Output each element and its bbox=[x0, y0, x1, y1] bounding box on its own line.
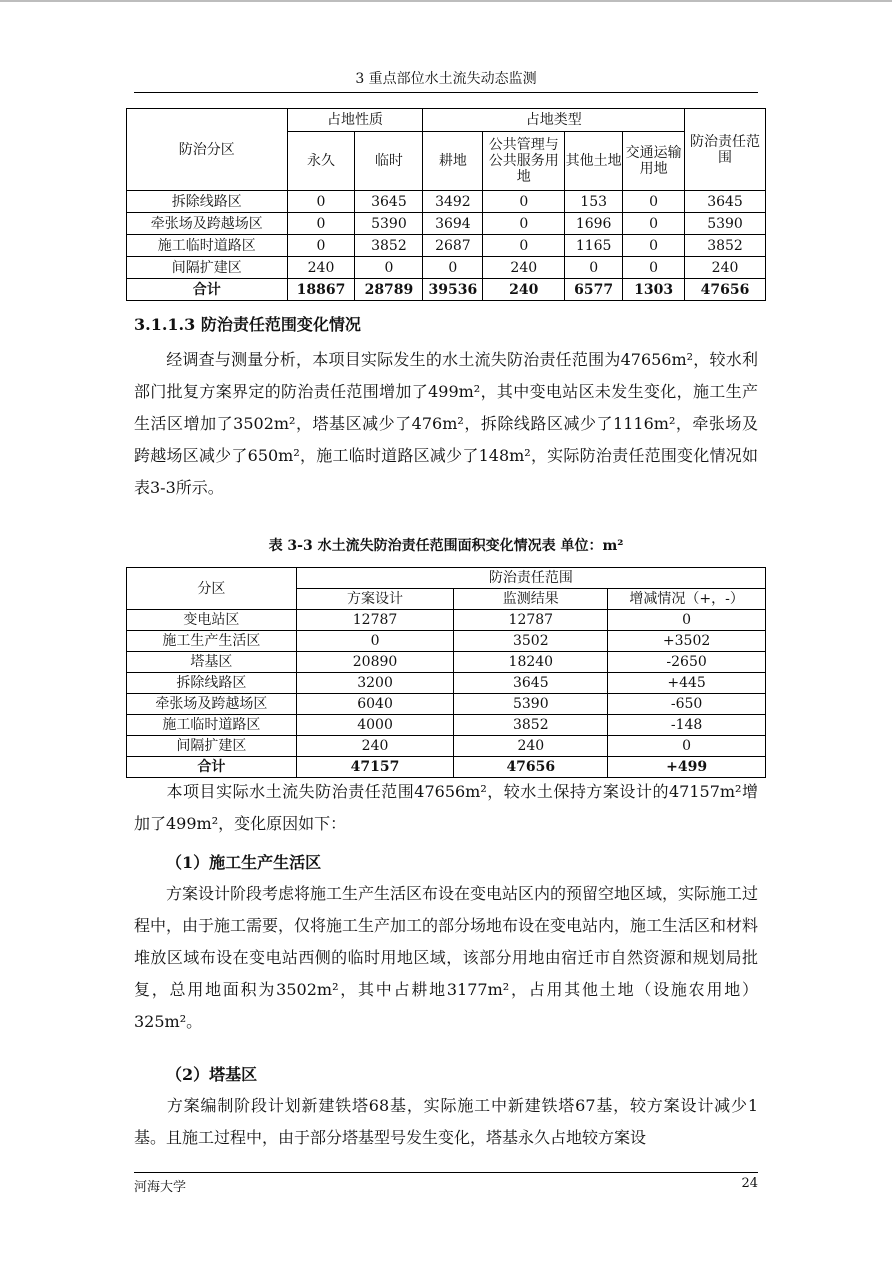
paragraph-tower-area bbox=[134, 1090, 758, 1154]
table-row bbox=[127, 715, 766, 736]
paragraph-text: 经调查与测量分析，本项目实际发生的水土流失防治责任范围为47656m²，较水利部门批复方案界定的防治责任范围增加了499m²，其中变电站区未发生变化，施工生产生活区增加了3502m²，塔基区减少了476m²，拆除线路区减少了1116m²，牵张场及跨越场区减少了650m²，施工临时道路区减少了148m²，实际防治责任范围变化情况如表3-3所示。 bbox=[134, 350, 758, 497]
page-top-rule bbox=[0, 0, 892, 2]
table-total-cell: 47157 bbox=[296, 757, 454, 778]
table-cell: 0 bbox=[608, 736, 766, 757]
table-cell: 3645 bbox=[355, 191, 423, 213]
table-row bbox=[127, 213, 766, 235]
table-total-cell: 28789 bbox=[355, 279, 423, 301]
table-cell: 施工临时道路区 bbox=[127, 715, 297, 736]
table-cell: 0 bbox=[287, 213, 355, 235]
table-cell: 3502 bbox=[454, 631, 608, 652]
table-total-cell: 39536 bbox=[423, 279, 483, 301]
paragraph-construction-area bbox=[134, 878, 758, 1038]
table-row bbox=[127, 673, 766, 694]
table-cell: 0 bbox=[623, 235, 685, 257]
table-cell: 0 bbox=[565, 257, 623, 279]
table-cell: 20890 bbox=[296, 652, 454, 673]
table-total-row bbox=[127, 757, 766, 778]
table1-header-public: 公共管理与公共服务用地 bbox=[483, 132, 565, 191]
table-cell: 3645 bbox=[685, 191, 766, 213]
table-cell: 5390 bbox=[454, 694, 608, 715]
table-cell: 240 bbox=[685, 257, 766, 279]
paragraph-text: 方案设计阶段考虑将施工生产生活区布设在变电站区内的预留空地区域，实际施工过程中，由于施工需要，仅将施工生产加工的部分场地布设在变电站内，施工生活区和材料堆放区域布设在变电站西侧的临时用地区域，该部分用地由宿迁市自然资源和规划局批复，总用地面积为3502m²，其中占耕地3177m²，占用其他土地（设施农用地）325m²。 bbox=[134, 884, 759, 1031]
footer-rule bbox=[134, 1172, 758, 1173]
table2-body bbox=[127, 610, 766, 778]
table-cell: 240 bbox=[483, 257, 565, 279]
table2-header-zone: 分区 bbox=[127, 568, 297, 610]
table-cell: 0 bbox=[623, 191, 685, 213]
table-cell: 拆除线路区 bbox=[127, 191, 288, 213]
table2-header-change: 增减情况（+，-） bbox=[608, 589, 766, 610]
table-total-cell: 合计 bbox=[127, 279, 288, 301]
table-cell: 牵张场及跨越场区 bbox=[127, 694, 297, 715]
table-cell: 3492 bbox=[423, 191, 483, 213]
table-cell: 18240 bbox=[454, 652, 608, 673]
table1-header-transport: 交通运输用地 bbox=[623, 132, 685, 191]
table-cell: 施工生产生活区 bbox=[127, 631, 297, 652]
table-cell: 0 bbox=[483, 191, 565, 213]
paragraph-text: 方案编制阶段计划新建铁塔68基，实际施工中新建铁塔67基，较方案设计减少1基。且施工过程中，由于部分塔基型号发生变化，塔基永久占地较方案设 bbox=[134, 1096, 758, 1147]
table-cell: 240 bbox=[287, 257, 355, 279]
table-row bbox=[127, 694, 766, 715]
table2-header-plan: 方案设计 bbox=[296, 589, 454, 610]
table-total-cell: 1303 bbox=[623, 279, 685, 301]
table1-body bbox=[127, 191, 766, 301]
table-cell: 0 bbox=[287, 235, 355, 257]
table-cell: 5390 bbox=[685, 213, 766, 235]
paragraph-text: 本项目实际水土流失防治责任范围47656m²，较水土保持方案设计的47157m²增加了499m²，变化原因如下： bbox=[134, 782, 758, 833]
table-cell: 施工临时道路区 bbox=[127, 235, 288, 257]
table1-header-zone: 防治分区 bbox=[127, 109, 288, 191]
table-cell: 4000 bbox=[296, 715, 454, 736]
table-cell: 塔基区 bbox=[127, 652, 297, 673]
table-row bbox=[127, 631, 766, 652]
table-cell: 3852 bbox=[685, 235, 766, 257]
table1-header-type: 占地类型 bbox=[423, 109, 685, 132]
subheading-tower-area: （2）塔基区 bbox=[166, 1065, 258, 1084]
table-cell: 153 bbox=[565, 191, 623, 213]
table1-header-permanent: 永久 bbox=[287, 132, 355, 191]
table-total-row bbox=[127, 279, 766, 301]
footer-institution: 河海大学 bbox=[134, 1180, 187, 1195]
table-cell: -148 bbox=[608, 715, 766, 736]
table-cell: +445 bbox=[608, 673, 766, 694]
table-total-cell: 6577 bbox=[565, 279, 623, 301]
table-row bbox=[127, 257, 766, 279]
table-total-cell: 47656 bbox=[685, 279, 766, 301]
table-cell: -2650 bbox=[608, 652, 766, 673]
header-rule bbox=[134, 92, 758, 93]
table2-header-scope: 防治责任范围 bbox=[296, 568, 765, 589]
table-cell: 240 bbox=[454, 736, 608, 757]
table-cell: 2687 bbox=[423, 235, 483, 257]
table-row bbox=[127, 235, 766, 257]
table-cell: 牵张场及跨越场区 bbox=[127, 213, 288, 235]
table-row bbox=[127, 736, 766, 757]
table-cell: 1696 bbox=[565, 213, 623, 235]
table-row bbox=[127, 191, 766, 213]
table-caption: 表 3-3 水土流失防治责任范围面积变化情况表 单位：m² bbox=[268, 538, 624, 554]
table-cell: 间隔扩建区 bbox=[127, 736, 297, 757]
table-cell: 0 bbox=[287, 191, 355, 213]
page-number: 24 bbox=[741, 1176, 758, 1191]
table-cell: 0 bbox=[483, 213, 565, 235]
table1-header-temporary: 临时 bbox=[355, 132, 423, 191]
table-row bbox=[127, 652, 766, 673]
table-cell: 0 bbox=[623, 257, 685, 279]
table-total-cell: 240 bbox=[483, 279, 565, 301]
table-total-cell: 47656 bbox=[454, 757, 608, 778]
table-cell: 拆除线路区 bbox=[127, 673, 297, 694]
table-total-cell: 18867 bbox=[287, 279, 355, 301]
land-occupation-table bbox=[126, 108, 766, 301]
table-cell: 0 bbox=[355, 257, 423, 279]
table-cell: 0 bbox=[608, 610, 766, 631]
table2-header-monitor: 监测结果 bbox=[454, 589, 608, 610]
table-cell: +3502 bbox=[608, 631, 766, 652]
table-cell: 3694 bbox=[423, 213, 483, 235]
table1-header-other: 其他土地 bbox=[565, 132, 623, 191]
table-total-cell: +499 bbox=[608, 757, 766, 778]
table-cell: -650 bbox=[608, 694, 766, 715]
table-cell: 3852 bbox=[454, 715, 608, 736]
paragraph-change-summary bbox=[134, 776, 758, 840]
table-cell: 0 bbox=[483, 235, 565, 257]
table-cell: 0 bbox=[296, 631, 454, 652]
table1-header-farmland: 耕地 bbox=[423, 132, 483, 191]
table-cell: 12787 bbox=[296, 610, 454, 631]
table-cell: 3645 bbox=[454, 673, 608, 694]
table1-header-nature: 占地性质 bbox=[287, 109, 423, 132]
table-row bbox=[127, 610, 766, 631]
subheading-construction-area: （1）施工生产生活区 bbox=[166, 853, 322, 872]
section-title: 3.1.1.3 防治责任范围变化情况 bbox=[134, 315, 361, 334]
scope-change-table bbox=[126, 567, 766, 778]
table-cell: 5390 bbox=[355, 213, 423, 235]
table-cell: 6040 bbox=[296, 694, 454, 715]
table-cell: 3200 bbox=[296, 673, 454, 694]
table-cell: 240 bbox=[296, 736, 454, 757]
table-cell: 0 bbox=[623, 213, 685, 235]
table-cell: 3852 bbox=[355, 235, 423, 257]
paragraph-scope-change bbox=[134, 344, 758, 504]
table-cell: 12787 bbox=[454, 610, 608, 631]
table-cell: 0 bbox=[423, 257, 483, 279]
table-cell: 1165 bbox=[565, 235, 623, 257]
table-cell: 变电站区 bbox=[127, 610, 297, 631]
table-total-cell: 合计 bbox=[127, 757, 297, 778]
table-cell: 间隔扩建区 bbox=[127, 257, 288, 279]
running-header: 3 重点部位水土流失动态监测 bbox=[355, 71, 537, 87]
table1-header-scope: 防治责任范围 bbox=[685, 109, 766, 191]
